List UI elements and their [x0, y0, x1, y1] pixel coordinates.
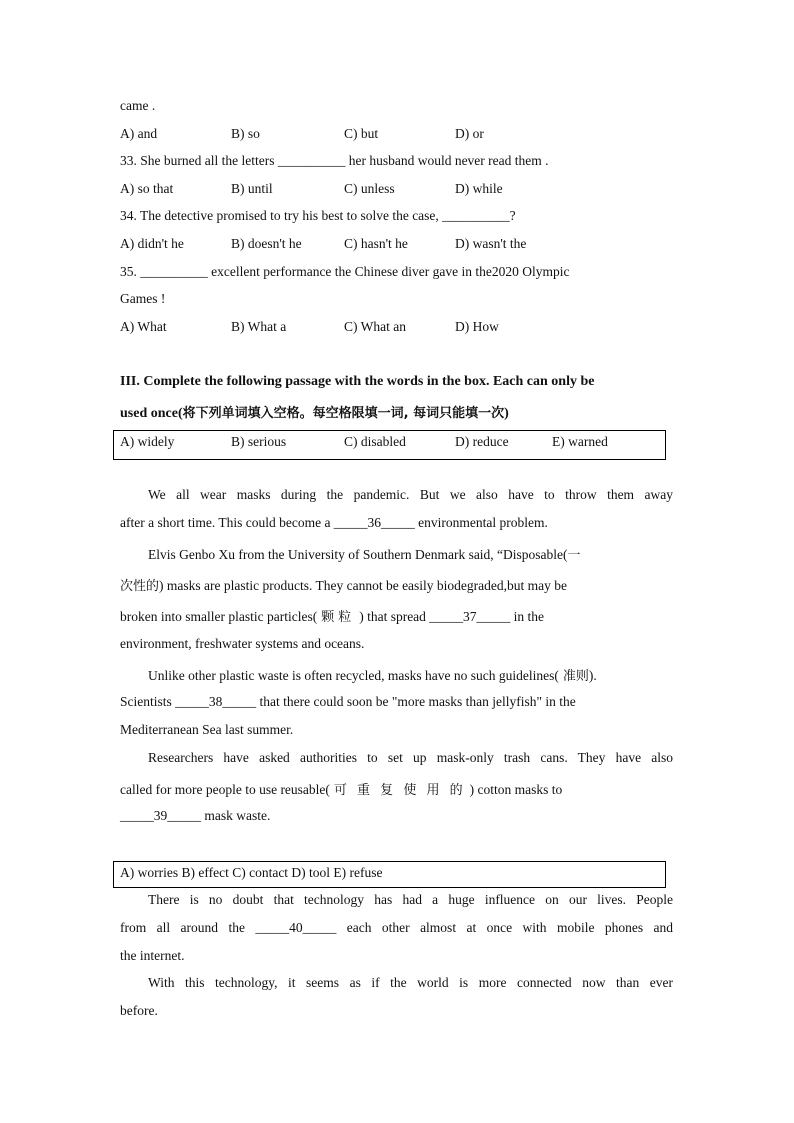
- q33-option-a: A) so that: [120, 181, 174, 196]
- passage1-p2-line2-cn: 次性的: [120, 579, 160, 594]
- q33-option-c: C) unless: [344, 181, 395, 196]
- word-box-2: [113, 861, 666, 888]
- q35-option-a: A) What: [120, 319, 167, 334]
- q35-question-line1: 35. __________ excellent performance the Chinese diver gave in the2020 Olympic: [120, 264, 570, 279]
- passage2-p1-line3: the internet.: [120, 948, 185, 963]
- passage1-p3-line3: Mediterranean Sea last summer.: [120, 722, 294, 737]
- q32-tail: came .: [120, 98, 156, 113]
- word-box-1-option-a: A) widely: [120, 434, 175, 449]
- section-3-heading-cn: 将下列单词填入空格。每空格限填一词, 每词只能填一次: [182, 406, 505, 421]
- passage1-p4-line1: Researchers have asked authorities to set up mask-only trash cans. They have also: [148, 750, 673, 765]
- q33-question: 33. She burned all the letters __________ her husband would never read them .: [120, 153, 549, 168]
- q33-option-d: D) while: [455, 181, 503, 196]
- passage1-p2-line2-en: ) masks are plastic products. They cannot be easily biodegraded,but may be: [159, 578, 568, 593]
- q33-option-b: B) until: [231, 181, 273, 196]
- word-box-2-options: A) worries B) effect C) contact D) tool E) refuse: [120, 865, 383, 880]
- passage2-p1-line1: There is no doubt that technology has had a huge influence on our lives. People: [148, 892, 673, 907]
- word-box-1-option-b: B) serious: [231, 434, 287, 449]
- q32-option-a: A) and: [120, 126, 158, 141]
- passage1-p1-line2: after a short time. This could become a _____36_____ environmental problem.: [120, 515, 548, 530]
- word-box-1-option-d: D) reduce: [455, 434, 509, 449]
- passage1-p4-line2-cn: 可 重 复 使 用 的: [333, 783, 466, 798]
- passage2-p2-line1: With this technology, it seems as if the world is more connected now than ever: [148, 975, 673, 990]
- passage2-p1-line2: from all around the _____40_____ each other almost at once with mobile phones and: [120, 920, 673, 935]
- q34-question: 34. The detective promised to try his best to solve the case, __________?: [120, 208, 516, 223]
- word-box-1-option-e: E) warned: [552, 434, 608, 449]
- section-3-heading-end: ): [504, 406, 509, 421]
- section-3-heading-en: used once(: [120, 406, 183, 421]
- q32-option-b: B) so: [231, 126, 260, 141]
- q34-option-a: A) didn't he: [120, 236, 184, 251]
- q32-option-d: D) or: [455, 126, 484, 141]
- passage1-p2-line2: [120, 575, 567, 594]
- passage1-p2-line3-cn: 颗粒: [321, 610, 356, 625]
- passage1-p4-line3: _____39_____ mask waste.: [120, 808, 271, 823]
- q34-option-c: C) hasn't he: [344, 236, 408, 251]
- q34-option-d: D) wasn't the: [455, 236, 527, 251]
- section-3-heading-line1: III. Complete the following passage with the words in the box. Each can only be: [120, 374, 595, 389]
- passage1-p1-line1: We all wear masks during the pandemic. But we also have to throw them away: [148, 487, 673, 502]
- q34-option-b: B) doesn't he: [231, 236, 302, 251]
- passage1-p2-line1-en: Elvis Genbo Xu from the University of Southern Denmark said, “Disposable(: [148, 547, 568, 562]
- q35-option-b: B) What a: [231, 319, 287, 334]
- passage1-p4-line2: [120, 779, 562, 798]
- passage1-p3-line2: Scientists _____38_____ that there could soon be "more masks than jellyfish" in the: [120, 694, 576, 709]
- passage1-p4-line2-b: ) cotton masks to: [469, 782, 563, 797]
- passage1-p2-line1: [148, 544, 581, 563]
- q32-option-c: C) but: [344, 126, 379, 141]
- word-box-1: [113, 430, 666, 460]
- passage1-p2-line4: environment, freshwater systems and oceans.: [120, 636, 365, 651]
- word-box-1-option-c: C) disabled: [344, 434, 406, 449]
- q35-question-line2: Games !: [120, 291, 166, 306]
- passage1-p2-line1-cn: 一: [567, 548, 581, 563]
- passage1-p3-line1: [148, 665, 597, 684]
- passage1-p3-line1-cn: 准则: [562, 669, 589, 684]
- passage1-p3-line1-b: ).: [588, 668, 597, 683]
- passage2-p2-line2: before.: [120, 1003, 158, 1018]
- passage1-p2-line3-b: ) that spread _____37_____ in the: [359, 609, 545, 624]
- q35-option-c: C) What an: [344, 319, 406, 334]
- passage1-p2-line3: [120, 606, 544, 625]
- passage1-p4-line2-a: called for more people to use reusable(: [120, 782, 330, 797]
- q35-option-d: D) How: [455, 319, 499, 334]
- section-3-heading-line2: [120, 402, 509, 422]
- passage1-p2-line3-a: broken into smaller plastic particles(: [120, 609, 318, 624]
- passage1-p3-line1-a: Unlike other plastic waste is often recycled, masks have no such guidelines(: [148, 668, 559, 683]
